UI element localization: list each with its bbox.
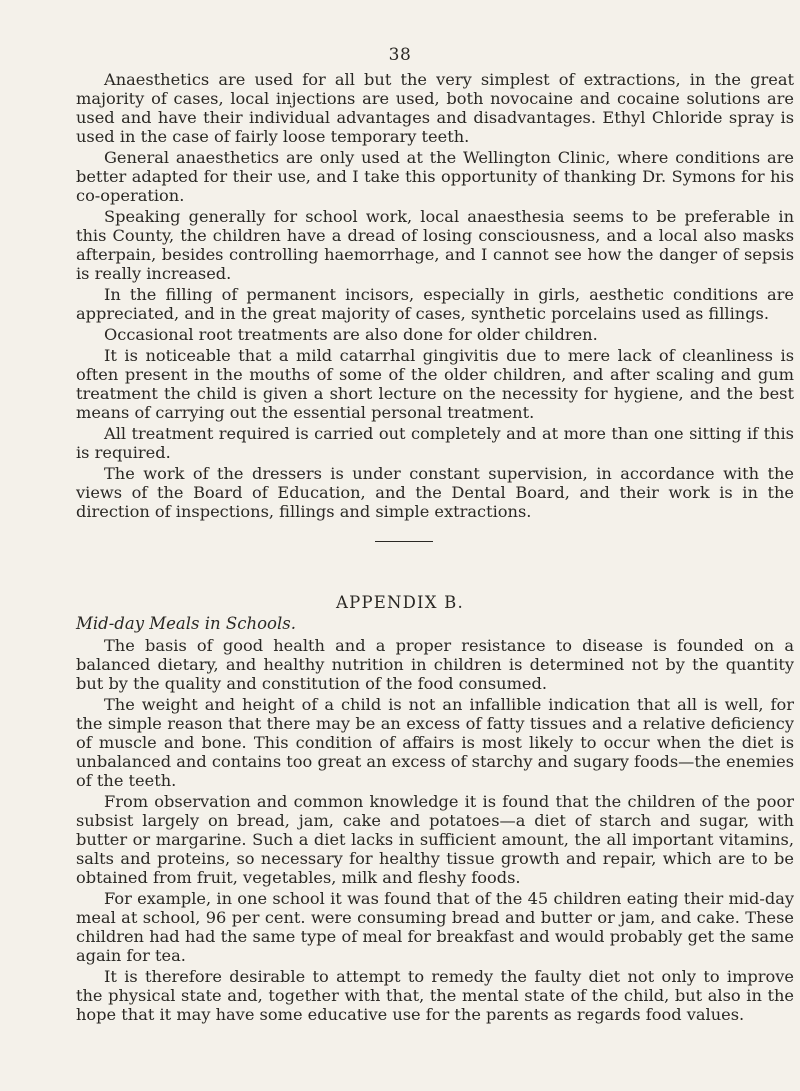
paragraph-anaesthetics: Anaesthetics are used for all but the very simplest of extractions, in the great majority of cases, local injections are used, both novocaine and cocaine solutions are used and have their individual advantages and disadvantages. Ethyl Chloride spray is used in the case of fairly loose temporary teeth. [76, 70, 794, 146]
paragraph-local-anaesthesia: Speaking generally for school work, local anaesthesia seems to be preferable in this County, the children have a dread of losing consciousness, and a local also masks afterpain, besides controlling haemorrhage, and I cannot see how the danger of sepsis is really increased. [76, 207, 794, 283]
paragraph-treatment-completion: All treatment required is carried out completely and at more than one sitting if this is required. [76, 424, 794, 462]
paragraph-general-anaesthetics: General anaesthetics are only used at the Wellington Clinic, where conditions are better adapted for their use, and I take this opportunity of thanking Dr. Symons for his co-operation. [76, 148, 794, 205]
paragraph-remedy-diet: It is therefore desirable to attempt to remedy the faulty diet not only to improve the physical state and, together with that, the mental state of the child, but also in the hope that it may have some educative use for the parents as regards food values. [76, 967, 794, 1024]
dental-report-section [76, 70, 794, 523]
paragraph-root-treatments: Occasional root treatments are also done for older children. [104, 325, 598, 344]
paragraph-weight-height: The weight and height of a child is not an infallible indication that all is well, for the simple reason that there may be an excess of fatty tissues and a relative deficiency of muscle and bone. This condition of affairs is most likely to occur when the diet is unbalanced and contains too great an excess of starchy and sugary foods—the enemies of the teeth. [76, 695, 794, 790]
appendix-body [76, 636, 794, 1026]
appendix-title: APPENDIX B. [336, 593, 464, 612]
appendix-subheading: Mid-day Meals in Schools. [76, 614, 296, 633]
paragraph-balanced-dietary: The basis of good health and a proper resistance to disease is founded on a balanced dietary, and healthy nutrition in children is determined not by the quantity but by the quality and constitution of the food consumed. [76, 636, 794, 693]
paragraph-observation: From observation and common knowledge it is found that the children of the poor subsist largely on bread, jam, cake and potatoes—a diet of starch and sugar, with butter or margarine. Such a diet lacks in sufficient amount, the all important vitamins, salts and proteins, so necessary for healthy tissue growth and repair, which are to be obtained from fruit, vegetables, milk and fleshy foods. [76, 792, 794, 887]
section-divider [375, 541, 433, 542]
paragraph-example-school: For example, in one school it was found that of the 45 children eating their mid-day meal at school, 96 per cent. were consuming bread and butter or jam, and cake. These children had had the same type of meal for breakfast and would probably get the same again for tea. [76, 889, 794, 965]
paragraph-dressers-work: The work of the dressers is under constant supervision, in accordance with the views of the Board of Education, and the Dental Board, and their work is in the direction of inspections, fillings and simple extractions. [76, 464, 794, 521]
paragraph-incisor-filling: In the filling of permanent incisors, especially in girls, aesthetic conditions are appreciated, and in the great majority of cases, synthetic porcelains used as fillings. [76, 285, 794, 323]
paragraph-gingivitis: It is noticeable that a mild catarrhal gingivitis due to mere lack of cleanliness is often present in the mouths of some of the older children, and after scaling and gum treatment the child is given a short lecture on the necessity for hygiene, and the best means of carrying out the essential personal treatment. [76, 346, 794, 422]
page-number: 38 [388, 45, 412, 65]
